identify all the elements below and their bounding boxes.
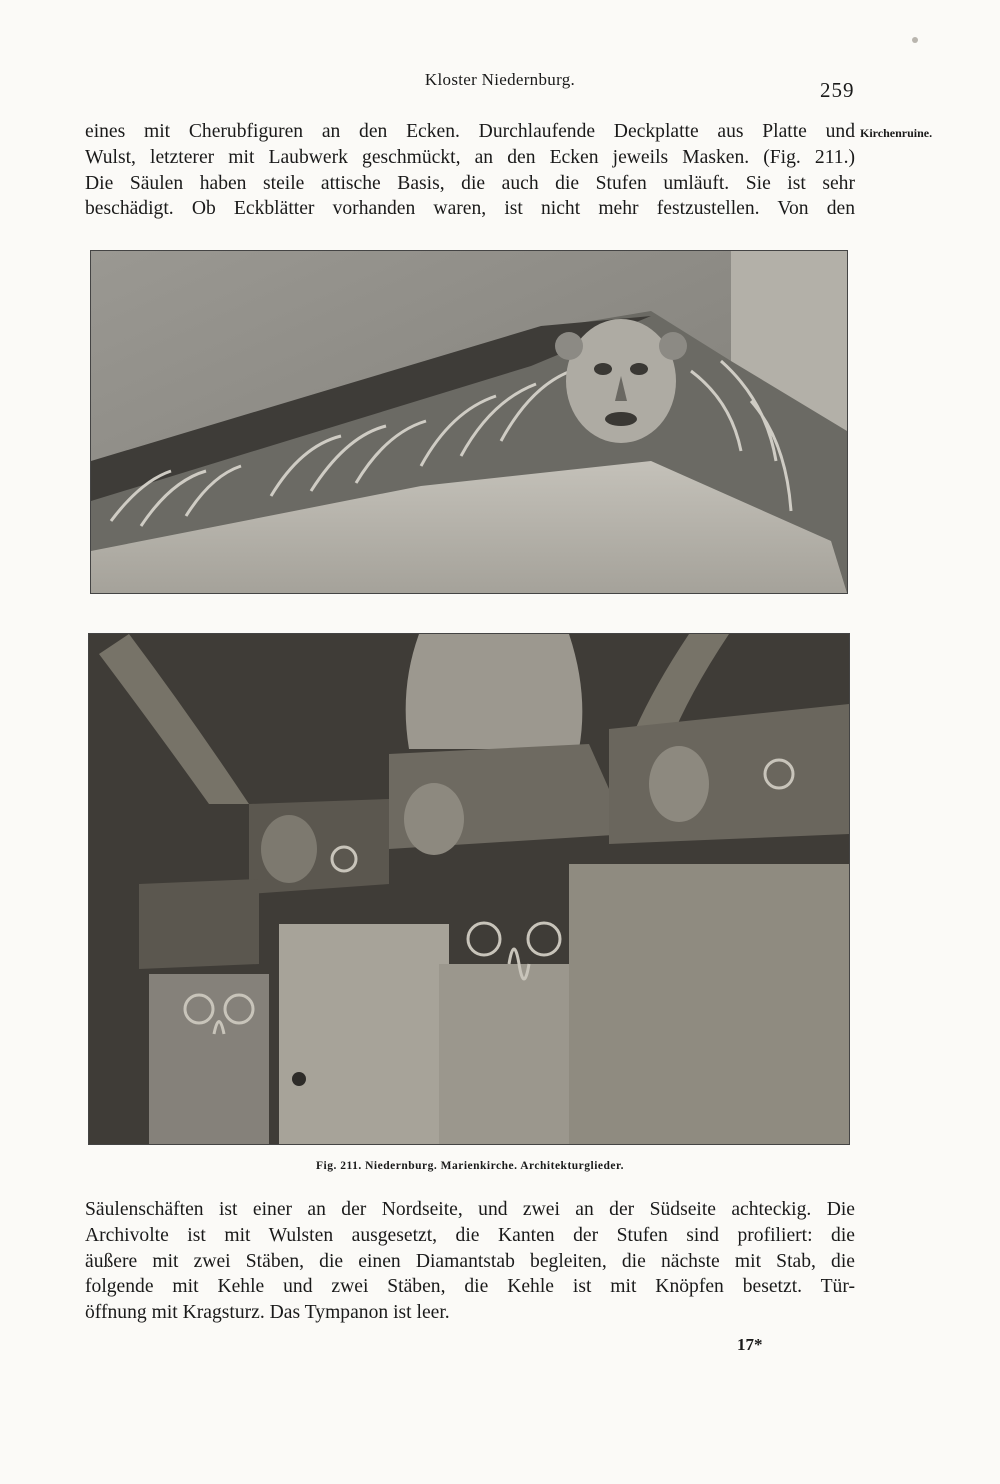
text-line: Archivolte ist mit Wulsten ausgesetzt, die Kanten der Stufen sind profiliert: die [85,1224,855,1246]
text-line: öffnung mit Kragsturz. Das Tympanon ist leer. [85,1302,450,1324]
figure-photo-capitals [88,633,850,1145]
margin-note: Kirchenruine. [860,126,933,140]
figure-photo-frieze [90,250,848,594]
text-line: eines mit Cherubfiguren an den Ecken. Durchlaufende Deckplatte aus Platte und [85,121,855,142]
text-line: beschädigt. Ob Eckblätter vorhanden waren, ist nicht mehr festzustellen. Von den [85,198,855,220]
text-line: folgende mit Kehle und zwei Stäben, die Kehle ist mit Knöpfen besetzt. Tür- [85,1276,855,1298]
page-number: 259 [820,78,855,102]
text-line: Wulst, letzterer mit Laubwerk geschmückt, an den Ecken jeweils Masken. (Fig. 211.) [85,146,855,168]
text-line: Säulenschäften ist einer an der Nordseite, und zwei an der Südseite achteckig. Die [85,1199,855,1220]
figure-caption: Fig. 211. Niedernburg. Marienkirche. Architekturglieder. [316,1160,624,1172]
text-line: Die Säulen haben steile attische Basis, die auch die Stufen umläuft. Sie ist sehr [85,172,855,194]
paragraph-top [85,119,855,222]
paragraph-bottom [85,1197,855,1326]
sheet-marker: 17* [737,1335,763,1354]
page-header-title: Kloster Niedernburg. [424,70,576,89]
text-line: äußere mit zwei Stäben, die einen Diamantstab begleiten, die nächste mit Stab, die [85,1250,855,1272]
paper-speck [912,37,918,43]
